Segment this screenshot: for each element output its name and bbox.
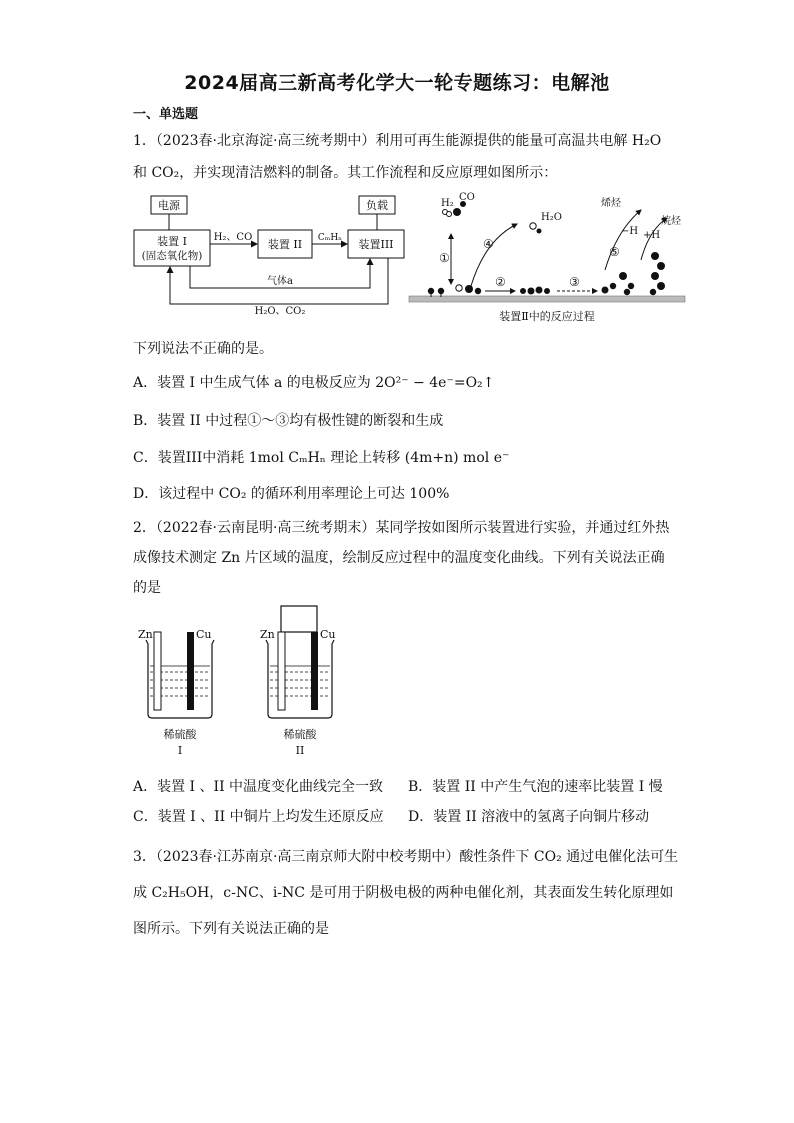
q1-option-c: C．装置III中消耗 1mol CₘHₙ 理论上转移 (4m+n) mol e⁻ — [133, 450, 510, 466]
gas-a-label: 气体a — [267, 276, 293, 287]
load-label: 负载 — [366, 199, 388, 212]
page-title: 2024届高三新高考化学大一轮专题练习：电解池 — [184, 72, 610, 94]
plus-h-label: +H — [643, 230, 661, 241]
q1-stem-line2: 和 CO₂，并实现清洁燃料的制备。其工作流程和反应原理如图所示： — [133, 165, 558, 181]
acid-label-2: 稀硫酸 — [283, 728, 317, 741]
q2-option-a: A．装置 I 、II 中温度变化曲线完全一致 — [133, 779, 384, 795]
cu-label-2: Cu — [320, 628, 336, 641]
minus-h-label: −H — [621, 226, 639, 237]
alkene-label: 烯烃 — [601, 198, 621, 209]
q2-stem-line3: 的是 — [133, 580, 161, 596]
zn-label-2: Zn — [260, 628, 275, 641]
step5-label: ⑤ — [609, 245, 620, 259]
alkane-label: 烷烃 — [661, 216, 681, 227]
return-label: H₂O、CO₂ — [254, 306, 306, 317]
q2-beaker-diagram — [130, 600, 370, 765]
cu-label-1: Cu — [196, 628, 212, 641]
arrow1-label: H₂、CO — [213, 232, 253, 243]
q2-option-c: C．装置 I 、II 中铜片上均发生还原反应 — [133, 809, 384, 825]
q2-option-d: D．装置 II 溶液中的氢离子向铜片移动 — [408, 809, 650, 825]
arrow2-label: CₘHₙ — [317, 233, 343, 243]
power-label: 电源 — [158, 199, 180, 212]
q1-stem-line1: 1．（2023春·北京海淀·高三统考期中）利用可再生能源提供的能量可高温共电解 H₂O — [133, 133, 662, 149]
q1-reaction-diagram — [405, 190, 690, 325]
device1-label: 装置 I — [157, 235, 187, 248]
q2-option-b: B．装置 II 中产生气泡的速率比装置 I 慢 — [408, 779, 663, 795]
q3-stem-line2: 成 C₂H₅OH，c-NC、i-NC 是可用于阴极电极的两种电催化剂，其表面发生转化原理如 — [133, 885, 674, 901]
q1-question: 下列说法不正确的是。 — [133, 341, 273, 357]
q1-option-a: A．装置 I 中生成气体 a 的电极反应为 2O²⁻ − 4e⁻=O₂↑ — [133, 375, 495, 391]
step1-label: ① — [439, 251, 450, 265]
step4-label: ④ — [483, 237, 494, 251]
q3-stem-line1: 3．（2023春·江苏南京·高三南京师大附中校考期中）酸性条件下 CO₂ 通过电催化法可生 — [133, 849, 679, 865]
beaker-label-1: I — [177, 744, 183, 757]
diagram-caption: 装置Ⅱ中的反应过程 — [499, 310, 595, 323]
device1-sublabel: (固态氧化物) — [141, 250, 203, 262]
step3-label: ③ — [569, 275, 580, 289]
device2-label: 装置 II — [267, 238, 303, 251]
h2-label: H₂ — [441, 198, 454, 209]
q1-option-b: B．装置 II 中过程①～③均有极性键的断裂和生成 — [133, 413, 444, 429]
acid-label-1: 稀硫酸 — [163, 728, 197, 741]
q2-stem-line1: 2．（2022春·云南昆明·高三统考期末）某同学按如图所示装置进行实验，并通过红外热 — [133, 520, 670, 536]
q1-flow-diagram — [130, 190, 420, 320]
beaker-label-2: II — [295, 744, 305, 757]
q3-stem-line3: 图所示。下列有关说法正确的是 — [133, 921, 329, 937]
section-heading: 一、单选题 — [133, 107, 199, 122]
step2-label: ② — [495, 275, 506, 289]
q1-option-d: D．该过程中 CO₂ 的循环利用率理论上可达 100% — [133, 486, 450, 502]
h2o-label: H₂O — [541, 212, 562, 223]
device3-label: 装置III — [358, 238, 394, 251]
q2-stem-line2: 成像技术测定 Zn 片区域的温度，绘制反应过程中的温度变化曲线。下列有关说法正确 — [133, 550, 665, 566]
zn-label-1: Zn — [138, 628, 153, 641]
co-label: CO — [459, 192, 475, 203]
